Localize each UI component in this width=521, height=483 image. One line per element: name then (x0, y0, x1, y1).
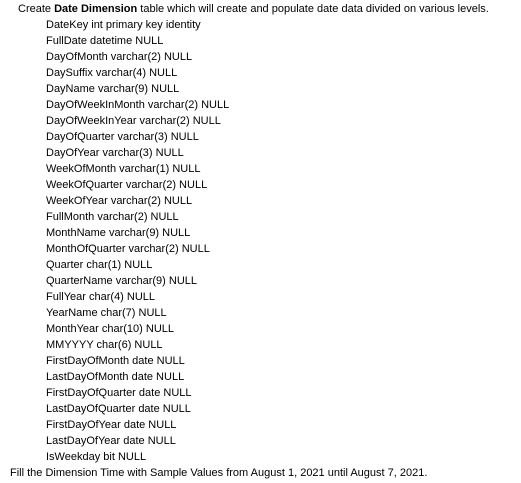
column-definition: MMYYYY char(6) NULL (46, 339, 163, 351)
column-definition: LastDayOfQuarter date NULL (46, 403, 191, 415)
column-definition: QuarterName varchar(9) NULL (46, 275, 197, 287)
column-definition: MonthOfQuarter varchar(2) NULL (46, 243, 210, 255)
column-definition: DaySuffix varchar(4) NULL (46, 67, 178, 79)
column-definition: FirstDayOfYear date NULL (46, 419, 177, 431)
intro-suffix: table which will create and populate date data divided on various levels. (137, 3, 489, 15)
column-definition: DayOfWeekInYear varchar(2) NULL (46, 115, 221, 127)
column-definition: FullMonth varchar(2) NULL (46, 211, 179, 223)
column-definition: WeekOfYear varchar(2) NULL (46, 195, 193, 207)
column-definition: MonthYear char(10) NULL (46, 323, 174, 335)
column-definition: WeekOfMonth varchar(1) NULL (46, 163, 201, 175)
column-definition: DayOfYear varchar(3) NULL (46, 147, 184, 159)
column-definition: FirstDayOfQuarter date NULL (46, 387, 192, 399)
column-definition: DayName varchar(9) NULL (46, 83, 180, 95)
column-definition: FirstDayOfMonth date NULL (46, 355, 185, 367)
column-definition: IsWeekday bit NULL (46, 451, 147, 463)
intro-table-name: Date Dimension (54, 3, 138, 15)
column-definition: DayOfWeekInMonth varchar(2) NULL (46, 99, 230, 111)
column-definition: LastDayOfYear date NULL (46, 435, 176, 447)
column-definition: YearName char(7) NULL (46, 307, 167, 319)
column-definition: DayOfMonth varchar(2) NULL (46, 51, 193, 63)
column-definition-list (46, 17, 229, 465)
intro-prefix: Create (18, 3, 55, 15)
column-definition: FullYear char(4) NULL (46, 291, 156, 303)
column-definition: Quarter char(1) NULL (46, 259, 153, 271)
column-definition: LastDayOfMonth date NULL (46, 371, 185, 383)
column-definition: FullDate datetime NULL (46, 35, 164, 47)
column-definition: WeekOfQuarter varchar(2) NULL (46, 179, 208, 191)
intro-paragraph (18, 1, 489, 17)
outro-paragraph: Fill the Dimension Time with Sample Values from August 1, 2021 until August 7, 2021. (10, 467, 428, 479)
column-definition: MonthName varchar(9) NULL (46, 227, 191, 239)
column-definition: DayOfQuarter varchar(3) NULL (46, 131, 199, 143)
column-definition: DateKey int primary key identity (46, 19, 201, 31)
